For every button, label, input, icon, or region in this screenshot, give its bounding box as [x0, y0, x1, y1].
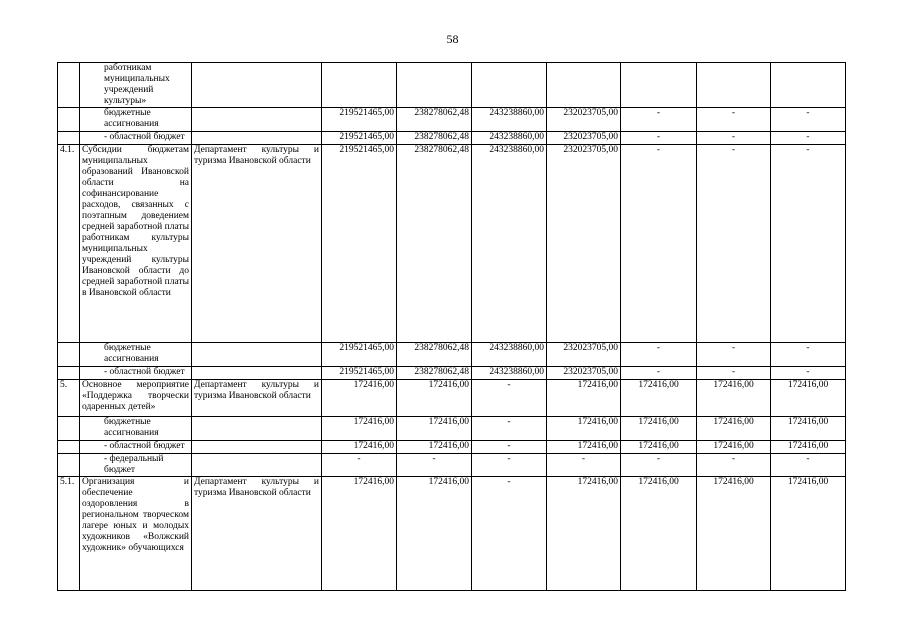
executor: Департамент культуры и туризма Ивановской области [192, 145, 322, 343]
row-number [58, 63, 80, 108]
value-cell: 172416,00 [621, 477, 697, 591]
table-row [58, 417, 846, 441]
row-number [58, 367, 80, 380]
executor [192, 367, 322, 380]
activity-name: - федеральный бюджет [80, 454, 192, 477]
value-cell: 238278062,48 [397, 343, 472, 367]
value-cell: 243238860,00 [472, 343, 547, 367]
activity-name: Субсидии бюджетам муниципальных образований Ивановской области на софинансирование расходов, связанных с поэтапным доведением средней заработной платы работникам культуры муниципальных учреждений культуры Ивановской области до средней заработной платы в Ивановской области [80, 145, 192, 343]
value-cell: 172416,00 [771, 477, 846, 591]
value-cell: - [472, 380, 547, 417]
activity-name: работникам муниципальных учреждений культуры» [80, 63, 192, 108]
value-cell: - [771, 145, 846, 343]
table-row [58, 343, 846, 367]
value-cell [771, 63, 846, 108]
table-row [58, 477, 846, 591]
row-number: 5. [58, 380, 80, 417]
value-cell: - [621, 145, 697, 343]
activity-name: - областной бюджет [80, 132, 192, 145]
value-cell: - [472, 441, 547, 454]
row-number [58, 441, 80, 454]
value-cell: 172416,00 [621, 380, 697, 417]
table-row [58, 108, 846, 132]
row-number [58, 108, 80, 132]
value-cell: 238278062,48 [397, 145, 472, 343]
value-cell: - [472, 454, 547, 477]
value-cell: - [547, 454, 621, 477]
row-number: 5.1. [58, 477, 80, 591]
value-cell: - [771, 367, 846, 380]
executor [192, 441, 322, 454]
value-cell: 219521465,00 [322, 367, 397, 380]
table-row [58, 132, 846, 145]
row-number [58, 454, 80, 477]
value-cell: - [621, 132, 697, 145]
value-cell: - [322, 454, 397, 477]
value-cell: 172416,00 [322, 477, 397, 591]
value-cell: - [697, 367, 771, 380]
table-row [58, 145, 846, 343]
value-cell: 219521465,00 [322, 132, 397, 145]
value-cell: 219521465,00 [322, 145, 397, 343]
value-cell: - [697, 343, 771, 367]
value-cell: 172416,00 [771, 417, 846, 441]
value-cell: - [771, 132, 846, 145]
value-cell: 232023705,00 [547, 367, 621, 380]
activity-name: Организация и обеспечение оздоровления в региональном творческом лагере юных и молодых художников «Волжский художник» обучающихся [80, 477, 192, 591]
value-cell: 172416,00 [322, 441, 397, 454]
row-number [58, 132, 80, 145]
value-cell: - [697, 132, 771, 145]
value-cell: - [621, 343, 697, 367]
value-cell: 172416,00 [547, 477, 621, 591]
value-cell: 172416,00 [397, 380, 472, 417]
value-cell [322, 63, 397, 108]
value-cell: - [697, 454, 771, 477]
value-cell: - [621, 108, 697, 132]
value-cell: - [621, 367, 697, 380]
value-cell: - [472, 417, 547, 441]
activity-name: бюджетные ассигнования [80, 343, 192, 367]
value-cell: 243238860,00 [472, 145, 547, 343]
value-cell [547, 63, 621, 108]
row-number [58, 417, 80, 441]
value-cell: 172416,00 [397, 417, 472, 441]
value-cell: 172416,00 [697, 441, 771, 454]
executor [192, 417, 322, 441]
executor [192, 343, 322, 367]
row-number: 4.1. [58, 145, 80, 343]
value-cell: 243238860,00 [472, 367, 547, 380]
activity-name: бюджетные ассигнования [80, 417, 192, 441]
value-cell: 172416,00 [771, 380, 846, 417]
value-cell: 172416,00 [547, 441, 621, 454]
budget-table [57, 62, 846, 591]
value-cell: 172416,00 [697, 477, 771, 591]
value-cell [397, 63, 472, 108]
value-cell [697, 63, 771, 108]
value-cell: 232023705,00 [547, 108, 621, 132]
value-cell: 219521465,00 [322, 108, 397, 132]
value-cell: 232023705,00 [547, 343, 621, 367]
page-number: 58 [446, 32, 459, 46]
value-cell: 172416,00 [621, 417, 697, 441]
value-cell: - [397, 454, 472, 477]
value-cell: - [697, 108, 771, 132]
row-number [58, 343, 80, 367]
executor: Департамент культуры и туризма Ивановской области [192, 477, 322, 591]
activity-name: Основное мероприятие «Поддержка творчески одаренных детей» [80, 380, 192, 417]
value-cell: - [771, 454, 846, 477]
value-cell [472, 63, 547, 108]
value-cell: 243238860,00 [472, 108, 547, 132]
value-cell: 238278062,48 [397, 108, 472, 132]
activity-name: - областной бюджет [80, 441, 192, 454]
executor [192, 63, 322, 108]
executor [192, 108, 322, 132]
value-cell: 243238860,00 [472, 132, 547, 145]
value-cell: 172416,00 [621, 441, 697, 454]
value-cell [621, 63, 697, 108]
value-cell: 172416,00 [547, 380, 621, 417]
value-cell: - [621, 454, 697, 477]
activity-name: бюджетные ассигнования [80, 108, 192, 132]
value-cell: - [697, 145, 771, 343]
executor [192, 454, 322, 477]
table-row [58, 367, 846, 380]
value-cell: 172416,00 [697, 380, 771, 417]
executor [192, 132, 322, 145]
value-cell: 172416,00 [322, 417, 397, 441]
value-cell: 172416,00 [771, 441, 846, 454]
value-cell: - [771, 343, 846, 367]
value-cell: - [771, 108, 846, 132]
value-cell: - [472, 477, 547, 591]
value-cell: 232023705,00 [547, 132, 621, 145]
table-row [58, 454, 846, 477]
executor: Департамент культуры и туризма Ивановской области [192, 380, 322, 417]
value-cell: 238278062,48 [397, 132, 472, 145]
value-cell: 172416,00 [697, 417, 771, 441]
value-cell: 172416,00 [322, 380, 397, 417]
table-row [58, 63, 846, 108]
value-cell: 238278062,48 [397, 367, 472, 380]
table-row [58, 441, 846, 454]
table-row [58, 380, 846, 417]
value-cell: 232023705,00 [547, 145, 621, 343]
value-cell: 172416,00 [547, 417, 621, 441]
activity-name: - областной бюджет [80, 367, 192, 380]
value-cell: 172416,00 [397, 441, 472, 454]
value-cell: 172416,00 [397, 477, 472, 591]
value-cell: 219521465,00 [322, 343, 397, 367]
